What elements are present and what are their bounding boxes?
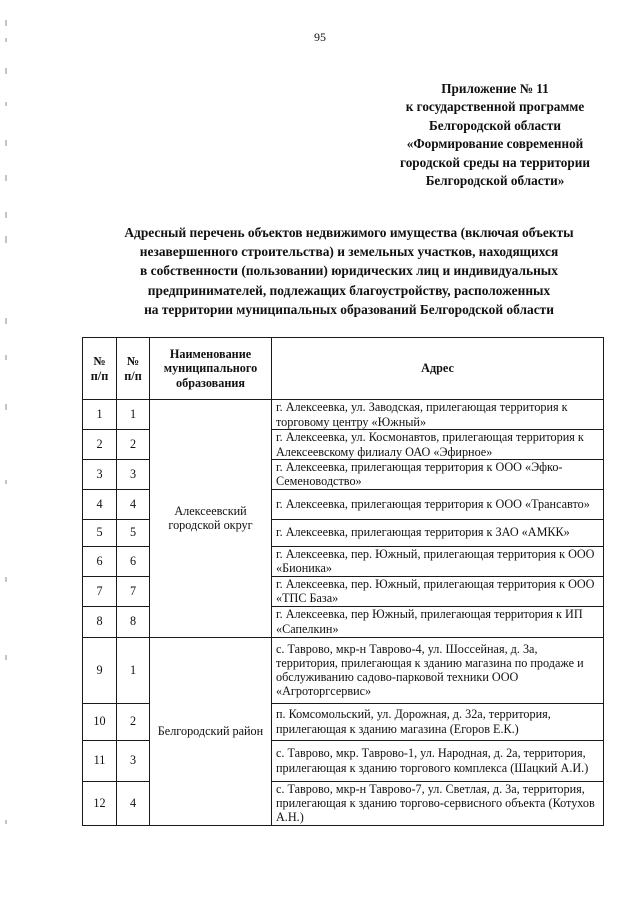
header-num: № п/п xyxy=(83,338,117,400)
table-body xyxy=(83,400,604,826)
appendix-line: городской среды на территории xyxy=(400,154,590,170)
row-number: 10 xyxy=(83,703,117,740)
row-number-in-group: 3 xyxy=(117,460,150,490)
row-number-in-group: 1 xyxy=(117,400,150,430)
appendix-heading xyxy=(360,80,630,190)
header-address: Адрес xyxy=(272,338,604,400)
row-number: 9 xyxy=(83,637,117,703)
title-line: предпринимателей, подлежащих благоустройству, расположенных xyxy=(147,282,551,298)
address-cell: с. Таврово, мкр-н Таврово-4, ул. Шоссейная, д. 3а, территория, прилегающая к зданию магазина по продаже и обслуживанию садово-парковой техники ООО «Агроторгсервис» xyxy=(272,637,604,703)
row-number: 12 xyxy=(83,781,117,825)
title-line: на территории муниципальных образований Белгородской области xyxy=(144,301,554,317)
address-cell: г. Алексеевка, прилегающая территория к ЗАО «АМКК» xyxy=(272,519,604,546)
table-row xyxy=(83,637,604,703)
margin-scan-marks xyxy=(0,0,18,905)
row-number-in-group: 3 xyxy=(117,740,150,781)
row-number: 2 xyxy=(83,430,117,460)
address-cell: г. Алексеевка, ул. Космонавтов, прилегающая территория к Алексеевскому филиалу ОАО «Эфирное» xyxy=(272,430,604,460)
row-number: 5 xyxy=(83,519,117,546)
row-number: 1 xyxy=(83,400,117,430)
address-cell: г. Алексеевка, прилегающая территория к ООО «Эфко-Семеноводство» xyxy=(272,460,604,490)
address-table xyxy=(82,337,604,826)
title-line: Адресный перечень объектов недвижимого имущества (включая объекты xyxy=(124,225,574,240)
address-cell: с. Таврово, мкр. Таврово-1, ул. Народная, д. 2а, территория, прилегающая к зданию торгового комплекса (Шацкий А.И.) xyxy=(272,740,604,781)
address-cell: с. Таврово, мкр-н Таврово-7, ул. Светлая, д. 3а, территория, прилегающая к зданию торгово-сервисного объекта (Котухов А.Н.) xyxy=(272,781,604,825)
row-number: 4 xyxy=(83,489,117,519)
document-title xyxy=(84,223,614,319)
address-cell: г. Алексеевка, пер Южный, прилегающая территория к ИП «Сапелкин» xyxy=(272,606,604,637)
row-number: 11 xyxy=(83,740,117,781)
table-header-row xyxy=(83,338,604,400)
row-number-in-group: 6 xyxy=(117,546,150,576)
address-cell: г. Алексеевка, прилегающая территория к ООО «Трансавто» xyxy=(272,489,604,519)
page-number: 95 xyxy=(314,30,326,44)
address-cell: г. Алексеевка, ул. Заводская, прилегающая территория к торговому центру «Южный» xyxy=(272,400,604,430)
header-num2: № п/п xyxy=(117,338,150,400)
appendix-line: Приложение № 11 xyxy=(441,81,549,96)
row-number-in-group: 5 xyxy=(117,519,150,546)
row-number-in-group: 7 xyxy=(117,576,150,606)
table-row xyxy=(83,400,604,430)
title-line: незавершенного строительства) и земельных участков, находящихся xyxy=(139,244,559,260)
address-cell: п. Комсомольский, ул. Дорожная, д. 32а, территория, прилегающая к зданию магазина (Егоров Е.К.) xyxy=(272,703,604,740)
address-cell: г. Алексеевка, пер. Южный, прилегающая территория к ООО «Бионика» xyxy=(272,546,604,576)
appendix-line: Белгородской области xyxy=(429,117,561,133)
municipality-cell: Алексеевский городской округ xyxy=(150,400,272,638)
row-number-in-group: 4 xyxy=(117,489,150,519)
row-number-in-group: 2 xyxy=(117,703,150,740)
row-number-in-group: 2 xyxy=(117,430,150,460)
appendix-line: к государственной программе xyxy=(405,99,585,115)
row-number: 6 xyxy=(83,546,117,576)
appendix-line: «Формирование современной xyxy=(406,136,584,152)
row-number-in-group: 4 xyxy=(117,781,150,825)
row-number: 8 xyxy=(83,606,117,637)
row-number: 7 xyxy=(83,576,117,606)
row-number: 3 xyxy=(83,460,117,490)
appendix-line: Белгородской области» xyxy=(425,173,565,189)
address-cell: г. Алексеевка, пер. Южный, прилегающая территория к ООО «ТПС База» xyxy=(272,576,604,606)
title-line: в собственности (пользовании) юридических лиц и индивидуальных xyxy=(140,263,558,279)
header-municipality: Наименование муниципального образования xyxy=(150,338,272,400)
row-number-in-group: 8 xyxy=(117,606,150,637)
row-number-in-group: 1 xyxy=(117,637,150,703)
municipality-cell: Белгородский район xyxy=(150,637,272,825)
